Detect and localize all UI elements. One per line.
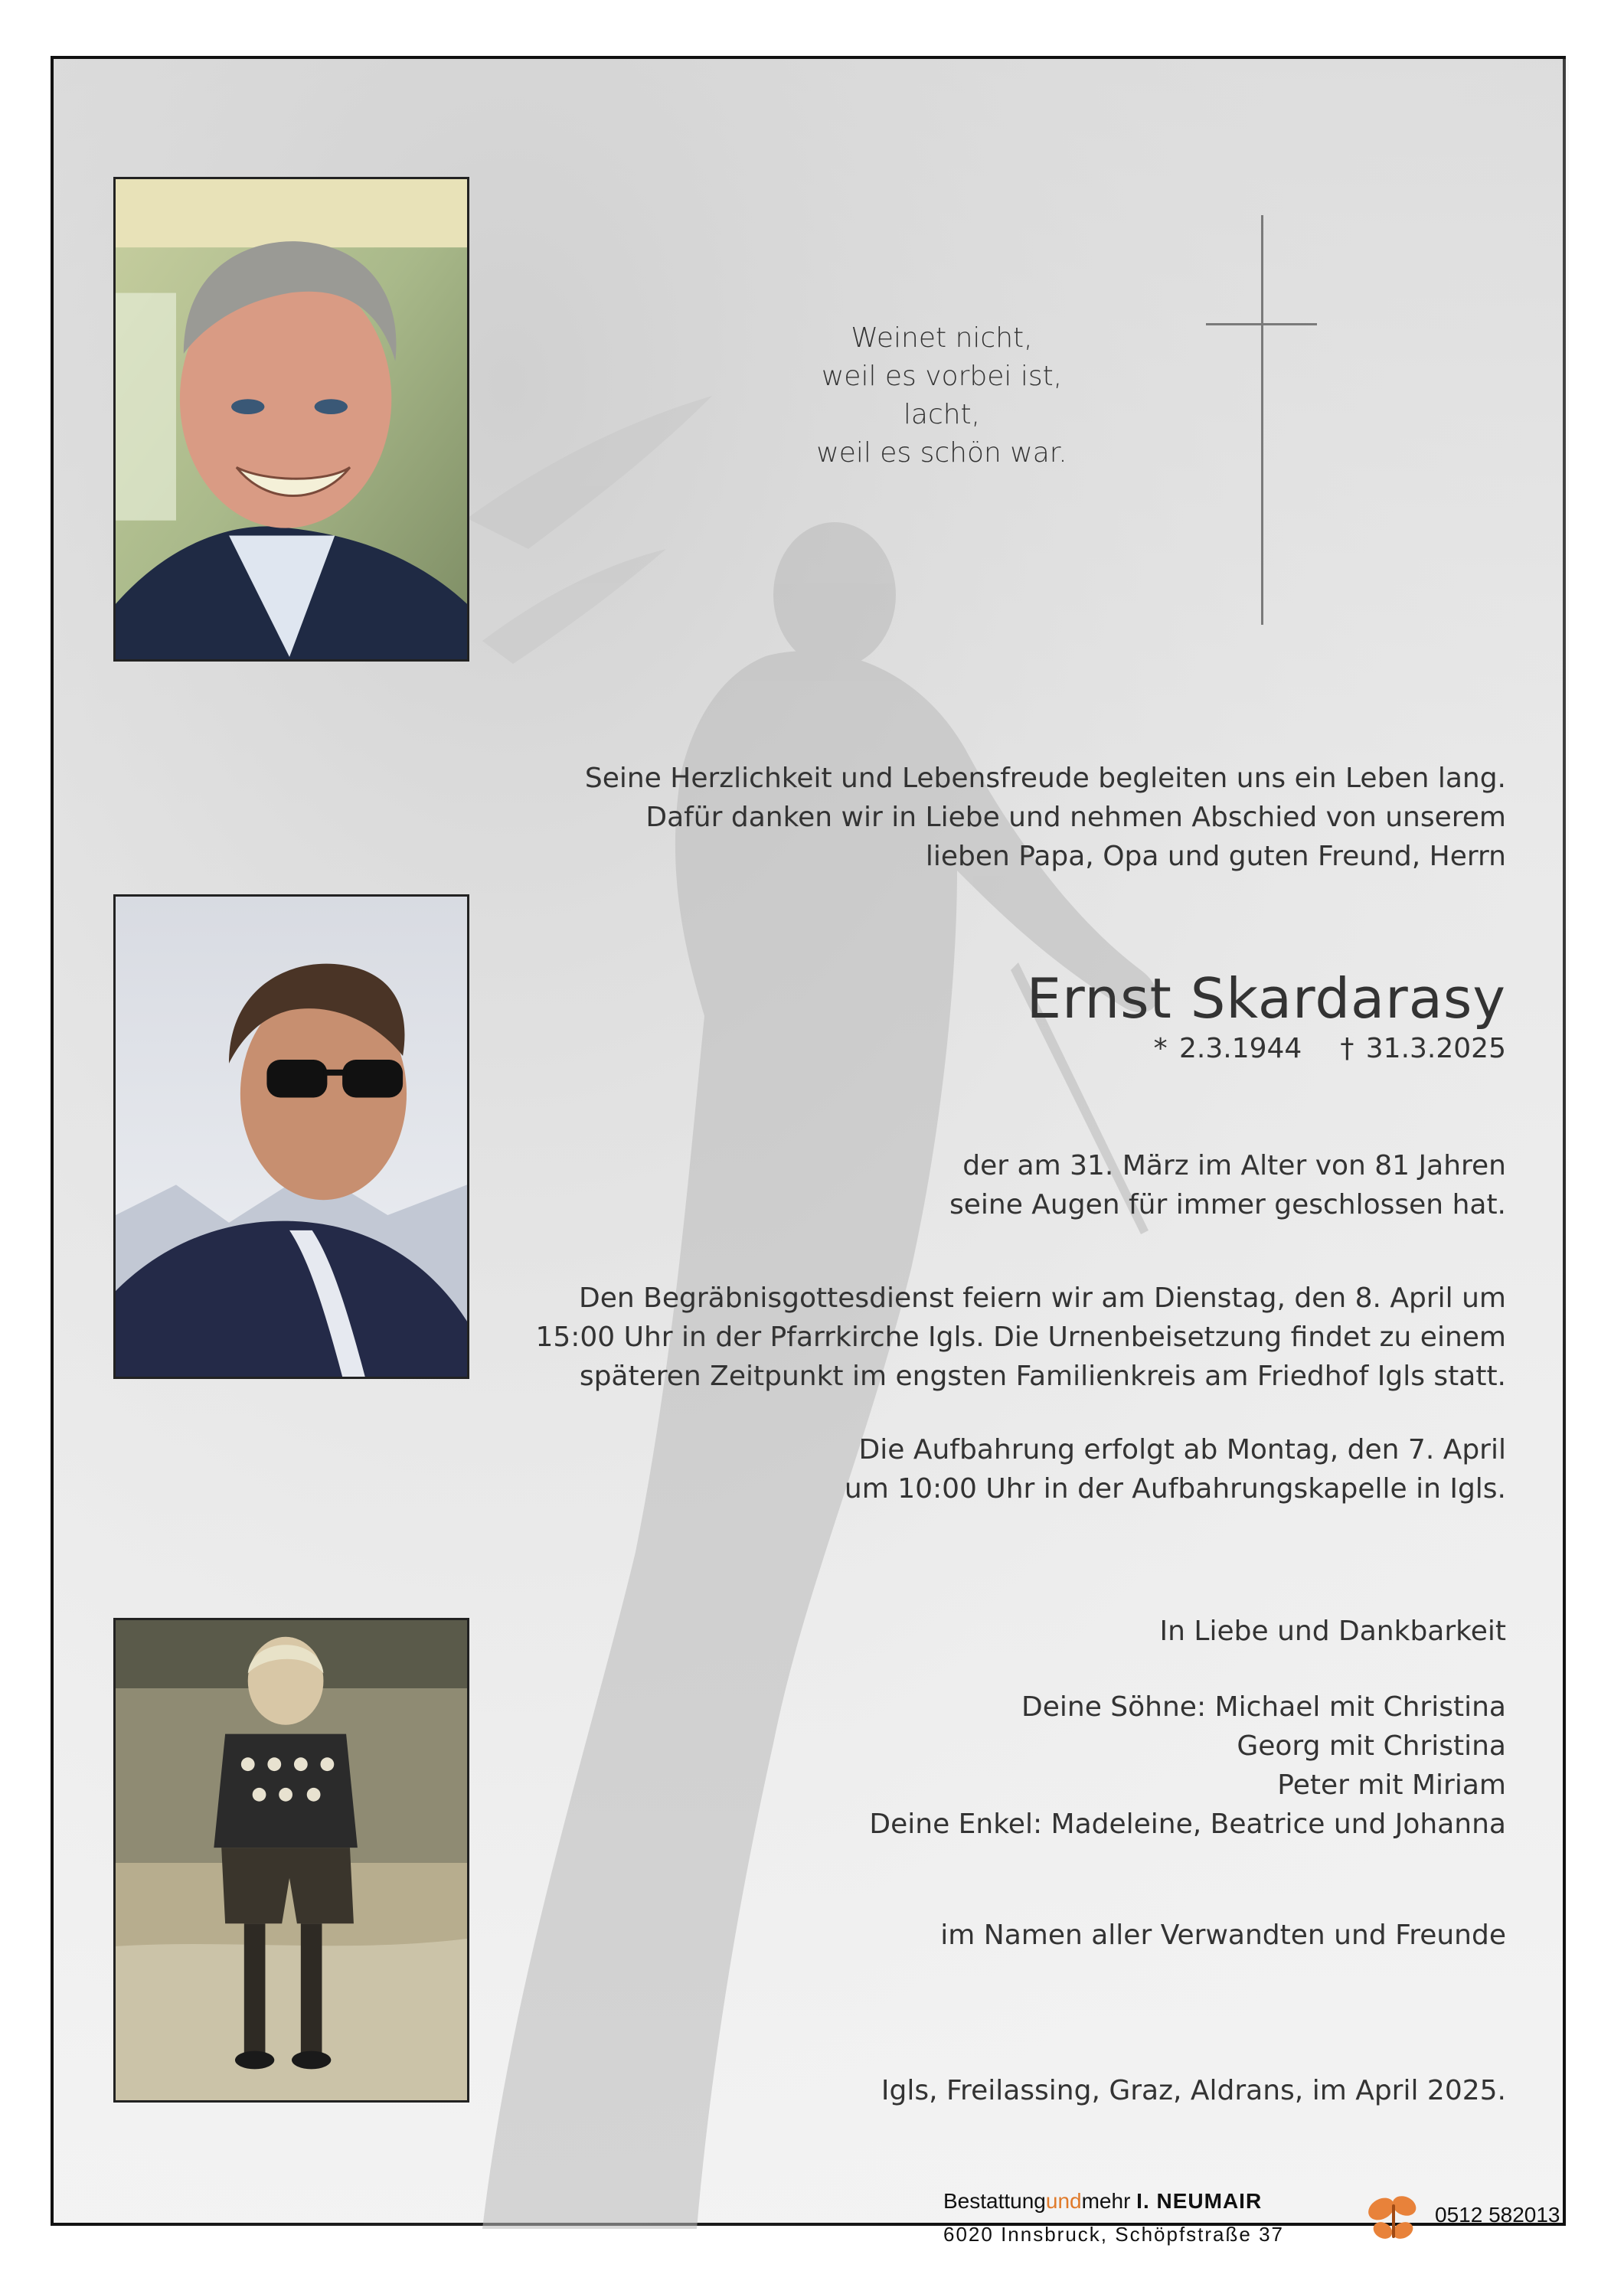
poem-line: weil es schön war. (816, 437, 1067, 469)
brand-part-mehr: mehr (1081, 2189, 1131, 2213)
intro-line: Dafür danken wir in Liebe und nehmen Abschied von unserem (645, 802, 1506, 833)
wake-info (511, 1430, 1506, 1508)
funeral-line: Den Begräbnisgottesdienst feiern wir am Dienstag, den 8. April um (579, 1283, 1506, 1314)
portrait-photo-sunglasses (113, 894, 469, 1379)
intro-text (511, 759, 1506, 876)
deceased-name: Ernst Skardarasy (1026, 966, 1506, 1031)
butterfly-logo-icon (1363, 2189, 1424, 2250)
life-dates (1154, 1033, 1506, 1064)
death-notice-text (511, 1146, 1506, 1224)
wake-line: um 10:00 Uhr in der Aufbahrungskapelle in Igls. (844, 1473, 1506, 1505)
obituary-frame (51, 56, 1566, 2246)
funeral-home-phone: 0512 582013 (1435, 2203, 1560, 2227)
funeral-line: späteren Zeitpunkt im engsten Familienkreis am Friedhof Igls statt. (579, 1361, 1506, 1392)
funeral-info (511, 1279, 1506, 1396)
funeral-home-address: 6020 Innsbruck, Schöpfstraße 37 (943, 2223, 1285, 2246)
poem-line: weil es vorbei ist, (821, 361, 1063, 392)
family-line: Georg mit Christina (1237, 1730, 1506, 1762)
family-line: Peter mit Miriam (1277, 1769, 1506, 1801)
poem-line: lacht, (903, 399, 981, 430)
place-date: Igls, Freilassing, Graz, Aldrans, im April 2025. (881, 2075, 1506, 2106)
funeral-home-footer (943, 2189, 1560, 2258)
family-line: Deine Enkel: Madeleine, Beatrice und Johanna (869, 1809, 1506, 1840)
portrait-photo-childhood (113, 1618, 469, 2103)
funeral-home-brand (943, 2189, 1262, 2214)
intro-line: lieben Papa, Opa und guten Freund, Herrn (925, 841, 1506, 872)
family-list (511, 1688, 1506, 1844)
intro-line: Seine Herzlichkeit und Lebensfreude begleiten uns ein Leben lang. (584, 763, 1506, 794)
birth-date: * 2.3.1944 (1153, 1033, 1302, 1064)
portrait-photo-elderly (113, 177, 469, 662)
family-line: Deine Söhne: Michael mit Christina (1021, 1691, 1506, 1723)
signoff: In Liebe und Dankbarkeit (1159, 1616, 1506, 1647)
brand-part-neumair: I. NEUMAIR (1136, 2189, 1263, 2213)
poem-line: Weinet nicht, (851, 322, 1033, 354)
death-date: † 31.3.2025 (1340, 1033, 1506, 1064)
wake-line: Die Aufbahrung erfolgt ab Montag, den 7. April (858, 1434, 1506, 1465)
funeral-line: 15:00 Uhr in der Pfarrkirche Igls. Die Urnenbeisetzung findet zu einem (535, 1322, 1506, 1353)
brand-part-bestattung: Bestattung (943, 2189, 1046, 2213)
cross-symbol (1206, 215, 1321, 629)
relatives-line: im Namen aller Verwandten und Freunde (940, 1920, 1506, 1951)
death-notice-line: seine Augen für immer geschlossen hat. (949, 1189, 1506, 1220)
poem (743, 319, 1141, 472)
death-notice-line: der am 31. März im Alter von 81 Jahren (962, 1150, 1506, 1181)
brand-part-und: und (1045, 2189, 1082, 2213)
